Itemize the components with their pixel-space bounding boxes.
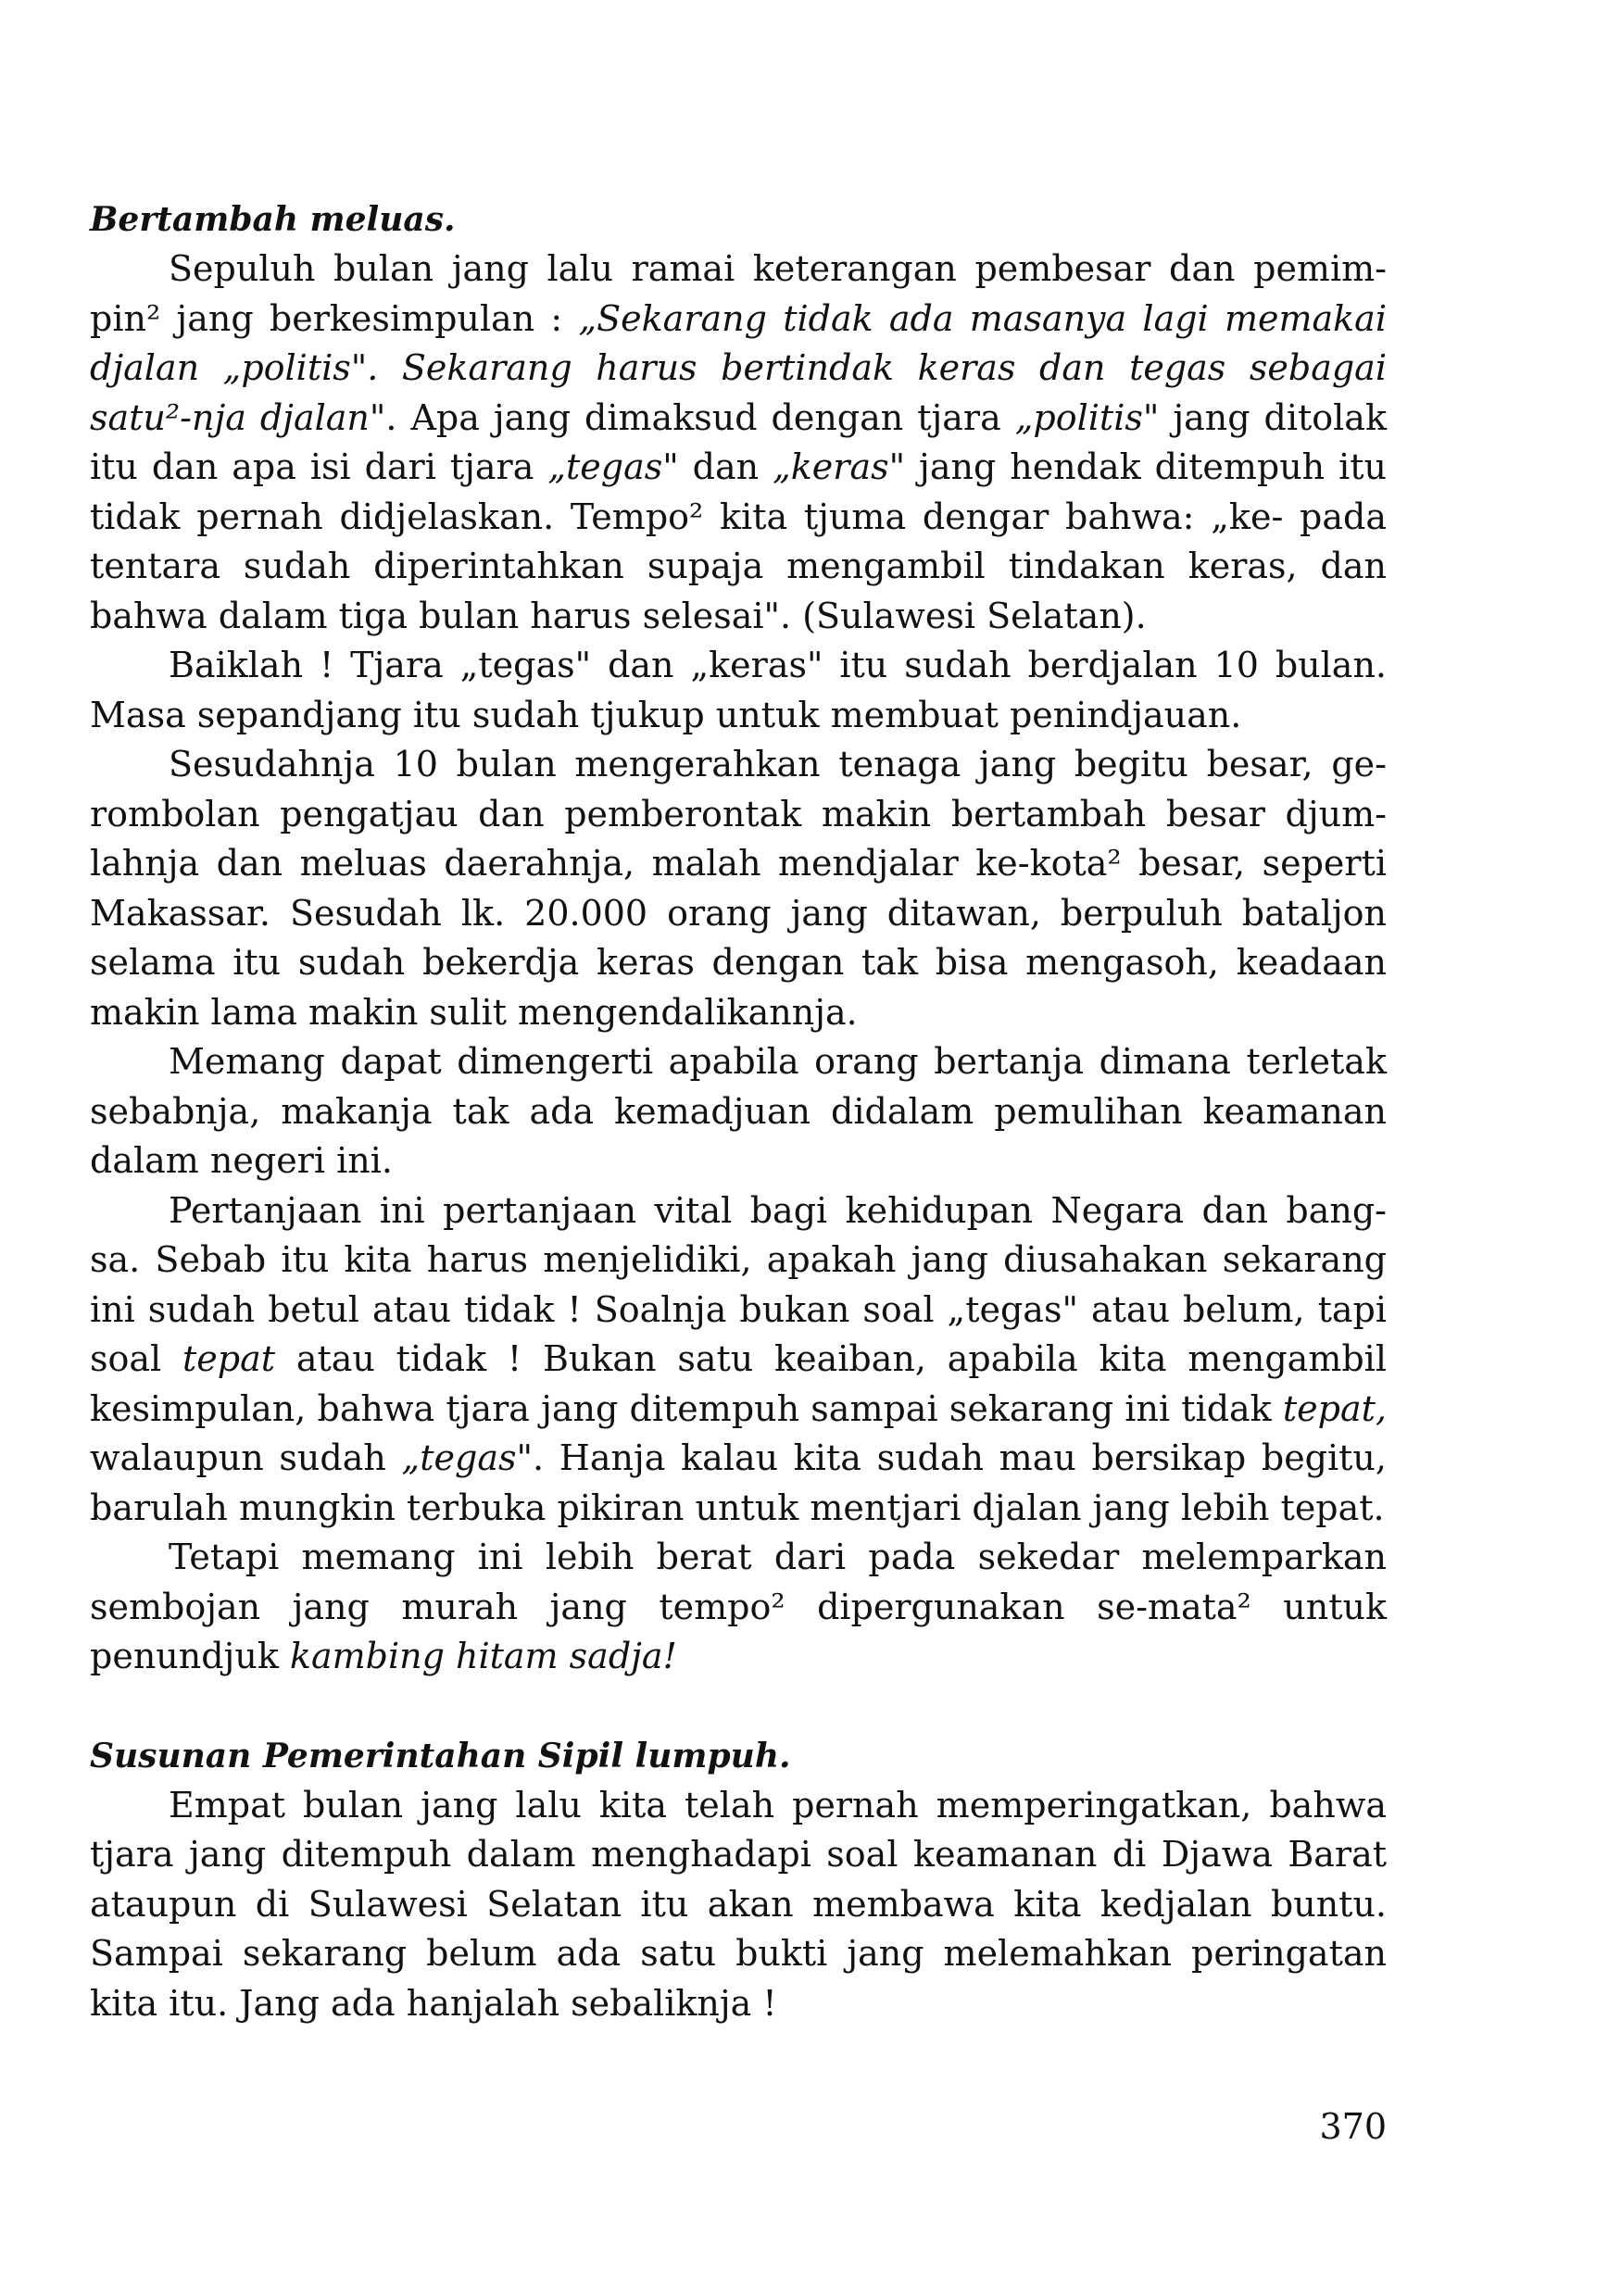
text-run: Memang dapat dimengerti apabila orang bertanja dimana terletak sebabnja, makanja tak ada kemadjuan didalam pemulihan keamanan dalam negeri ini. [90,1041,1387,1181]
section-heading: Susunan Pemerintahan Sipil lumpuh. [90,1736,791,1775]
text-run: . Hanja kalau kita sudah mau bersikap begitu, barulah mungkin terbuka pikiran untuk mentjari djalan jang lebih tepat. [90,1437,1387,1528]
paragraph [90,1186,1387,1534]
paragraph [90,245,1387,641]
paragraph [90,740,1387,1037]
italic-run: „tegas" [547,446,679,487]
text-run: dan [678,446,773,487]
text-run: atau tidak ! Bukan satu keaiban, apabila kita mengambil kesimpulan, bahwa tjara jang ditempuh sampai sekarang ini tidak [90,1338,1387,1429]
section-heading: Bertambah meluas. [90,200,456,239]
paragraph [90,1533,1387,1682]
text-run: walaupun sudah [90,1437,402,1478]
text-run: jang ditolak itu dan apa isi dari tjara [90,396,1387,487]
italic-run: „keras" [773,446,906,487]
text-run: Sepuluh bulan jang lalu ramai keterangan pembesar dan pemim- pin² jang berkesimpulan : [90,248,1387,339]
italic-run: „politis" [1014,396,1160,438]
paragraph [90,1781,1387,2029]
italic-run: „Sekarang tidak ada masanya lagi memakai djalan „politis". Sekarang harus bertindak keras dan tegas sebagai satu²-nja djalan" [90,297,1387,438]
italic-run: tepat [182,1338,276,1379]
text-run: Sesudahnja 10 bulan mengerahkan tenaga jang begitu besar, ge- rombolan pengatjau dan pemberontak makin bertambah besar djum- lahnja dan meluas daerahnja, malah mendjalar ke-kota² besar, seperti Makassar. Sesudah lk. 20.000 orang jang ditawan, berpuluh bataljon selama itu sudah bekerdja keras dengan tak bisa mengasoh, keadaan makin lama makin sulit mengendalikannja. [90,744,1387,1033]
paragraph [90,1037,1387,1186]
text-run: Baiklah ! Tjara „tegas" dan „keras" itu sudah berdjalan 10 bulan. Masa sepandjang itu sudah tjukup untuk membuat penindjauan. [90,645,1387,735]
text-run: Tetapi memang ini lebih berat dari pada sekedar melemparkan sembojan jang murah jang tempo² dipergunakan se-mata² untuk penundjuk [90,1537,1387,1676]
text-run: Pertanjaan ini pertanjaan vital bagi kehidupan Negara dan bang- sa. Sebab itu kita harus menjelidiki, apakah jang diusahakan sekarang ini sudah betul atau tidak ! Soalnja bukan soal „tegas" atau belum, tapi soal [90,1189,1387,1379]
text-run: . Apa jang dimaksud dengan tjara [385,396,1015,438]
paragraph [90,641,1387,740]
italic-run: tepat, [1282,1387,1387,1429]
italic-run: „tegas" [401,1437,533,1478]
page-body [90,194,1387,2028]
page-number: 370 [1319,2106,1387,2147]
italic-run: kambing hitam sadja! [289,1636,677,1676]
text-run: Empat bulan jang lalu kita telah pernah memperingatkan, bahwa tjara jang ditempuh dalam menghadapi soal keamanan di Djawa Barat ataupun di Sulawesi Selatan itu akan membawa kita kedjalan buntu. Sampai sekarang belum ada satu bukti jang melemahkan peringatan kita itu. Jang ada hanjalah sebaliknja ! [90,1784,1387,2024]
text-run: jang hendak ditempuh itu tidak pernah didjelaskan. Tempo² kita tjuma dengar bahwa: „ke- pada tentara sudah diperintahkan supaja mengambil tindakan keras, dan bahwa dalam tiga bulan harus selesai". (Sulawesi Selatan). [90,446,1387,636]
